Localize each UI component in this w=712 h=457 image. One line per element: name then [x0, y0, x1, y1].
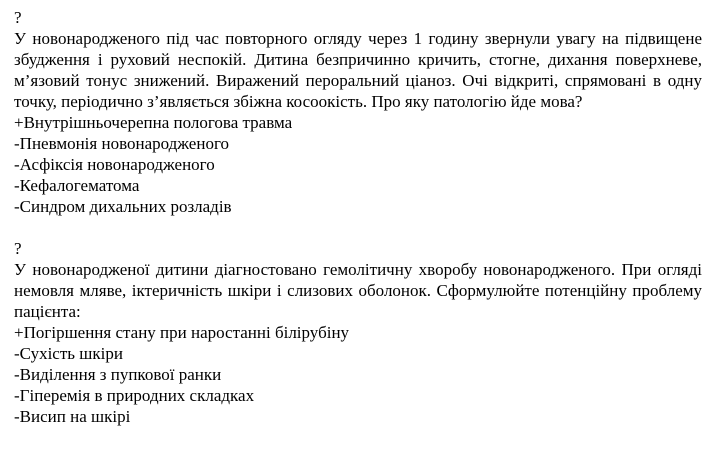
option-label: Гіперемія в природних складках: [19, 386, 255, 405]
question-block-1: [14, 7, 702, 217]
answer-option: [14, 364, 702, 385]
option-label: Виділення з пупкової ранки: [19, 365, 222, 384]
option-prefix: -: [14, 197, 20, 216]
option-label: Сухість шкіри: [19, 344, 123, 363]
option-prefix: -: [14, 134, 20, 153]
option-prefix: -: [14, 155, 20, 174]
option-prefix: -: [14, 344, 20, 363]
answer-option: [14, 175, 702, 196]
answer-option: [14, 343, 702, 364]
option-label: Синдром дихальних розладів: [19, 197, 232, 216]
answer-option: [14, 406, 702, 427]
option-prefix: -: [14, 386, 20, 405]
option-prefix: +: [14, 323, 24, 342]
answer-option: [14, 385, 702, 406]
answer-option: [14, 322, 702, 343]
option-label: Погіршення стану при наростанні білірубіну: [23, 323, 350, 342]
question-marker: ?: [14, 239, 22, 258]
option-label: Кефалогематома: [19, 176, 140, 195]
option-label: Внутрішньочерепна пологова травма: [23, 113, 293, 132]
answer-option: [14, 154, 702, 175]
option-label: Асфіксія новонародженого: [19, 155, 215, 174]
answer-option: [14, 112, 702, 133]
option-prefix: -: [14, 407, 20, 426]
question-text: У новонародженого під час повторного огляду через 1 годину звернули увагу на підвищене збудження і руховий неспокій. Дитина безпричинно кричить, стогне, дихання поверхневе, м’язовий тонус знижений. Виражений пероральний ціаноз. Очі відкриті, спрямовані в одну точку, періодично з’являється збіжна косоокість. Про яку патологію йде мова?: [14, 29, 702, 111]
option-prefix: -: [14, 176, 20, 195]
option-prefix: +: [14, 113, 24, 132]
answer-option: [14, 196, 702, 217]
option-prefix: -: [14, 365, 20, 384]
option-label: Пневмонія новонародженого: [19, 134, 230, 153]
answer-option: [14, 133, 702, 154]
question-marker: ?: [14, 8, 22, 27]
question-text: У новонародженої дитини діагностовано гемолітичну хворобу новонародженого. При огляді немовля мляве, іктеричність шкіри і слизових оболонок. Сформулюйте потенційну проблему пацієнта:: [14, 260, 702, 321]
option-label: Висип на шкірі: [19, 407, 131, 426]
question-block-2: [14, 238, 702, 427]
